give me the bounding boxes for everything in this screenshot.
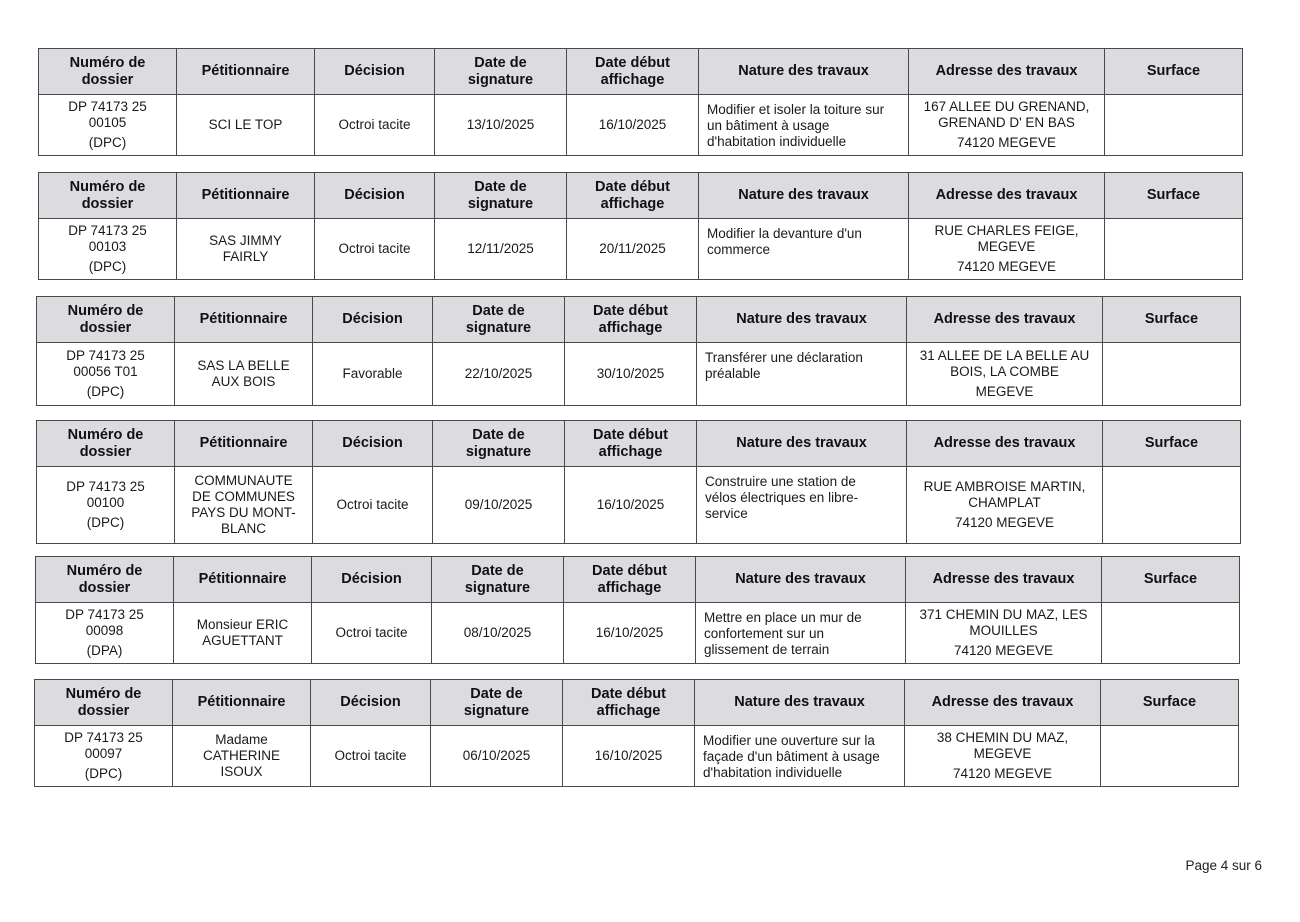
cell-decision: Octroi tacite: [312, 603, 432, 664]
cell-surface: [1103, 467, 1241, 544]
header-numero-dossier: Numéro de dossier: [36, 557, 174, 603]
table-row: [35, 726, 1239, 787]
cell-nature-travaux: Modifier une ouverture sur la façade d'un bâtiment à usage d'habitation individuelle: [695, 726, 905, 787]
cell-date-signature: 12/11/2025: [435, 219, 567, 280]
header-adresse-travaux: Adresse des travaux: [907, 421, 1103, 467]
cell-adresse-travaux: [909, 219, 1105, 280]
cell-date-affichage: 16/10/2025: [563, 726, 695, 787]
table-header-row: [37, 297, 1241, 343]
permit-record-table-5: [35, 556, 1240, 664]
header-date-signature: Date de signature: [433, 297, 565, 343]
address-city: 74120 MEGEVE: [953, 643, 1054, 658]
dossier-number: DP 74173 25 00103: [68, 223, 147, 254]
header-date-affichage: Date début affichage: [565, 297, 697, 343]
header-numero-dossier: Numéro de dossier: [37, 421, 175, 467]
cell-petitionnaire: Monsieur ERIC AGUETTANT: [174, 603, 312, 664]
header-petitionnaire: Pétitionnaire: [177, 49, 315, 95]
header-nature-travaux: Nature des travaux: [699, 49, 909, 95]
cell-date-signature: 13/10/2025: [435, 95, 567, 156]
header-date-signature: Date de signature: [431, 680, 563, 726]
header-nature-travaux: Nature des travaux: [697, 297, 907, 343]
cell-decision: Favorable: [313, 343, 433, 406]
header-date-affichage: Date début affichage: [567, 173, 699, 219]
dossier-type: (DPC): [88, 259, 127, 274]
cell-petitionnaire: SAS JIMMY FAIRLY: [177, 219, 315, 280]
permit-record-table-2: [38, 172, 1243, 280]
cell-surface: [1103, 343, 1241, 406]
header-decision: Décision: [315, 49, 435, 95]
cell-adresse-travaux: [905, 726, 1101, 787]
cell-date-signature: 22/10/2025: [433, 343, 565, 406]
cell-numero-dossier: [36, 603, 174, 664]
address-city: MEGEVE: [975, 384, 1034, 399]
address-street: 31 ALLEE DE LA BELLE AU BOIS, LA COMBE: [919, 348, 1090, 379]
address-street: RUE AMBROISE MARTIN, CHAMPLAT: [923, 479, 1086, 510]
cell-date-affichage: 20/11/2025: [567, 219, 699, 280]
dossier-number: DP 74173 25 00105: [68, 99, 147, 130]
table-row: [37, 343, 1241, 406]
table-header-row: [36, 557, 1240, 603]
header-decision: Décision: [311, 680, 431, 726]
dossier-number: DP 74173 25 00056 T01: [66, 348, 145, 379]
dossier-type: (DPC): [84, 766, 123, 781]
cell-date-signature: 08/10/2025: [432, 603, 564, 664]
header-nature-travaux: Nature des travaux: [697, 421, 907, 467]
cell-surface: [1105, 95, 1243, 156]
header-decision: Décision: [312, 557, 432, 603]
cell-petitionnaire: Madame CATHERINE ISOUX: [173, 726, 311, 787]
permit-record-table-3: [36, 296, 1241, 406]
cell-numero-dossier: [39, 219, 177, 280]
header-date-signature: Date de signature: [435, 49, 567, 95]
header-petitionnaire: Pétitionnaire: [175, 297, 313, 343]
header-numero-dossier: Numéro de dossier: [35, 680, 173, 726]
cell-nature-travaux: Mettre en place un mur de confortement sur un glissement de terrain: [696, 603, 906, 664]
table-header-row: [37, 421, 1241, 467]
header-date-signature: Date de signature: [432, 557, 564, 603]
header-petitionnaire: Pétitionnaire: [175, 421, 313, 467]
cell-surface: [1101, 726, 1239, 787]
header-surface: Surface: [1101, 680, 1239, 726]
header-date-signature: Date de signature: [433, 421, 565, 467]
cell-date-signature: 09/10/2025: [433, 467, 565, 544]
permit-record-table-4: [36, 420, 1241, 544]
cell-surface: [1102, 603, 1240, 664]
page-number: Page 4 sur 6: [1185, 858, 1262, 873]
address-street: 167 ALLEE DU GRENAND, GRENAND D' EN BAS: [923, 99, 1090, 130]
cell-nature-travaux: Transférer une déclaration préalable: [697, 343, 907, 406]
address-street: RUE CHARLES FEIGE, MEGEVE: [934, 223, 1079, 254]
table-row: [39, 219, 1243, 280]
cell-numero-dossier: [35, 726, 173, 787]
address-city: 74120 MEGEVE: [954, 515, 1055, 530]
cell-decision: Octroi tacite: [315, 95, 435, 156]
header-adresse-travaux: Adresse des travaux: [909, 173, 1105, 219]
address-city: 74120 MEGEVE: [952, 766, 1053, 781]
dossier-number: DP 74173 25 00100: [66, 479, 145, 510]
permit-record-table-1: [38, 48, 1243, 156]
table-row: [39, 95, 1243, 156]
cell-decision: Octroi tacite: [315, 219, 435, 280]
header-adresse-travaux: Adresse des travaux: [906, 557, 1102, 603]
dossier-type: (DPA): [86, 643, 123, 658]
cell-nature-travaux: Modifier et isoler la toiture sur un bâtiment à usage d'habitation individuelle: [699, 95, 909, 156]
dossier-type: (DPC): [88, 135, 127, 150]
dossier-number: DP 74173 25 00097: [64, 730, 143, 761]
table-row: [36, 603, 1240, 664]
address-street: 38 CHEMIN DU MAZ, MEGEVE: [936, 730, 1069, 761]
header-numero-dossier: Numéro de dossier: [37, 297, 175, 343]
table-row: [37, 467, 1241, 544]
header-numero-dossier: Numéro de dossier: [39, 49, 177, 95]
cell-petitionnaire: SAS LA BELLE AUX BOIS: [175, 343, 313, 406]
dossier-number: DP 74173 25 00098: [65, 607, 144, 638]
cell-date-affichage: 16/10/2025: [565, 467, 697, 544]
header-petitionnaire: Pétitionnaire: [173, 680, 311, 726]
cell-nature-travaux: Construire une station de vélos électriques en libre- service: [697, 467, 907, 544]
cell-nature-travaux: Modifier la devanture d'un commerce: [699, 219, 909, 280]
header-surface: Surface: [1105, 49, 1243, 95]
header-surface: Surface: [1105, 173, 1243, 219]
dossier-type: (DPC): [86, 384, 125, 399]
cell-adresse-travaux: [906, 603, 1102, 664]
cell-adresse-travaux: [907, 343, 1103, 406]
header-date-affichage: Date début affichage: [564, 557, 696, 603]
cell-numero-dossier: [37, 467, 175, 544]
header-adresse-travaux: Adresse des travaux: [909, 49, 1105, 95]
header-surface: Surface: [1102, 557, 1240, 603]
address-city: 74120 MEGEVE: [956, 259, 1057, 274]
cell-petitionnaire: COMMUNAUTE DE COMMUNES PAYS DU MONT- BLANC: [175, 467, 313, 544]
cell-date-signature: 06/10/2025: [431, 726, 563, 787]
header-numero-dossier: Numéro de dossier: [39, 173, 177, 219]
header-surface: Surface: [1103, 421, 1241, 467]
header-decision: Décision: [313, 297, 433, 343]
table-header-row: [39, 49, 1243, 95]
cell-numero-dossier: [39, 95, 177, 156]
header-nature-travaux: Nature des travaux: [699, 173, 909, 219]
table-header-row: [39, 173, 1243, 219]
header-adresse-travaux: Adresse des travaux: [907, 297, 1103, 343]
dossier-type: (DPC): [86, 515, 125, 530]
header-date-affichage: Date début affichage: [567, 49, 699, 95]
cell-date-affichage: 16/10/2025: [564, 603, 696, 664]
header-decision: Décision: [315, 173, 435, 219]
header-decision: Décision: [313, 421, 433, 467]
header-petitionnaire: Pétitionnaire: [177, 173, 315, 219]
cell-decision: Octroi tacite: [311, 726, 431, 787]
header-date-affichage: Date début affichage: [563, 680, 695, 726]
cell-petitionnaire: SCI LE TOP: [177, 95, 315, 156]
permit-record-table-6: [34, 679, 1239, 787]
header-surface: Surface: [1103, 297, 1241, 343]
cell-surface: [1105, 219, 1243, 280]
table-header-row: [35, 680, 1239, 726]
header-nature-travaux: Nature des travaux: [695, 680, 905, 726]
cell-decision: Octroi tacite: [313, 467, 433, 544]
cell-adresse-travaux: [909, 95, 1105, 156]
header-date-affichage: Date début affichage: [565, 421, 697, 467]
cell-date-affichage: 30/10/2025: [565, 343, 697, 406]
header-nature-travaux: Nature des travaux: [696, 557, 906, 603]
cell-date-affichage: 16/10/2025: [567, 95, 699, 156]
header-petitionnaire: Pétitionnaire: [174, 557, 312, 603]
header-adresse-travaux: Adresse des travaux: [905, 680, 1101, 726]
cell-adresse-travaux: [907, 467, 1103, 544]
address-city: 74120 MEGEVE: [956, 135, 1057, 150]
cell-numero-dossier: [37, 343, 175, 406]
header-date-signature: Date de signature: [435, 173, 567, 219]
address-street: 371 CHEMIN DU MAZ, LES MOUILLES: [919, 607, 1088, 638]
